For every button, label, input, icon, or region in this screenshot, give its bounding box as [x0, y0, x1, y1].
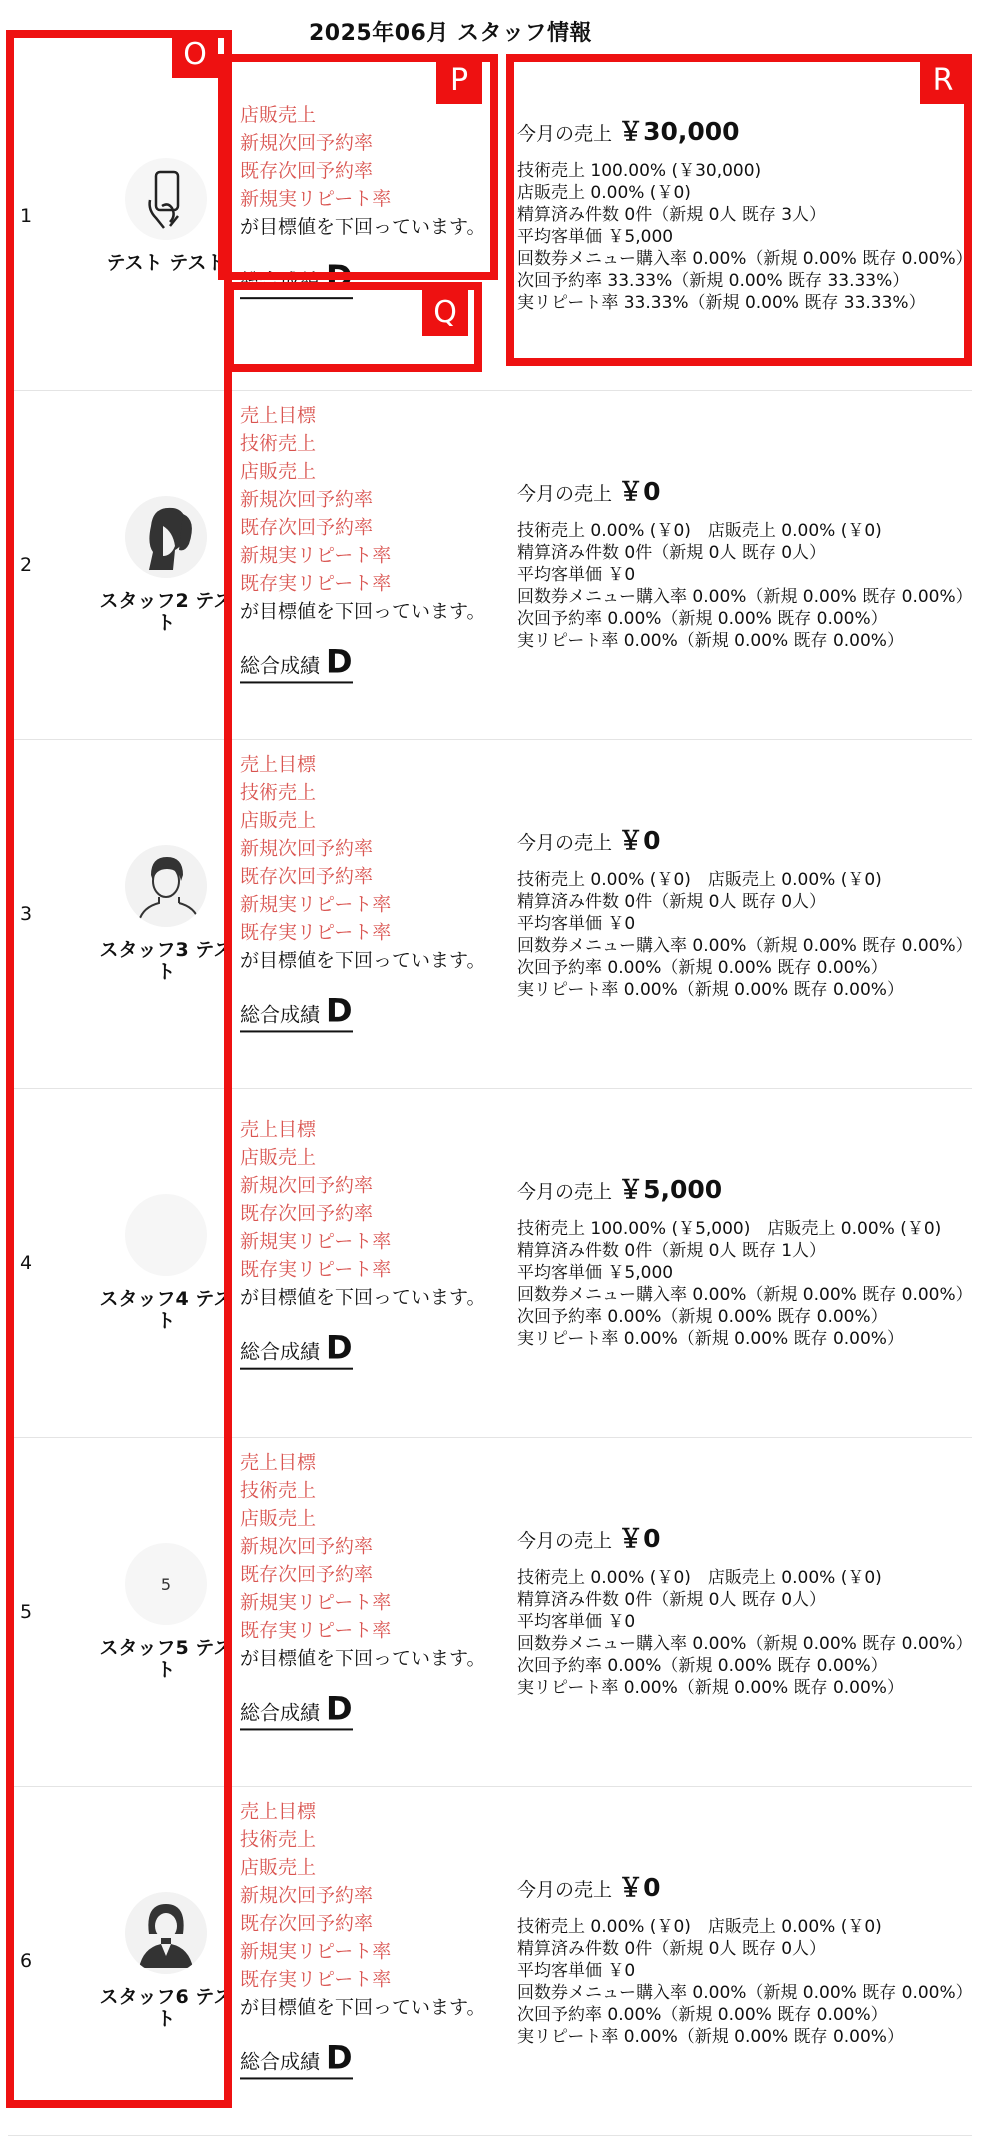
grade-value: D — [326, 991, 353, 1030]
number-avatar-icon[interactable] — [125, 1543, 207, 1625]
sales-value: ￥0 — [618, 1873, 661, 1902]
stat-line: 技術売上 0.00% (￥0) 店販売上 0.00% (￥0) — [517, 1568, 882, 1588]
warning-item: 新規次回予約率 — [240, 1174, 374, 1197]
warning-item: 新規実リピート率 — [240, 1230, 392, 1253]
warning-item: 既存実リピート率 — [240, 1968, 392, 1991]
warning-item: 既存次回予約率 — [240, 865, 374, 888]
stat-line: 実リピート率 0.00%（新規 0.00% 既存 0.00%） — [517, 1329, 904, 1349]
staff-row — [8, 740, 972, 1089]
warning-item: 既存実リピート率 — [240, 572, 392, 595]
warning-item: 売上目標 — [240, 404, 317, 427]
stat-line: 技術売上 0.00% (￥0) 店販売上 0.00% (￥0) — [517, 521, 882, 541]
stats-panel — [517, 118, 977, 314]
staff-cell[interactable] — [96, 1892, 236, 2030]
staff-name[interactable]: スタッフ5 テスト — [99, 1637, 233, 1681]
overall-grade — [240, 1689, 353, 1730]
stat-line: 精算済み件数 0件（新規 0人 既存 1人） — [517, 1241, 827, 1261]
stat-line: 技術売上 0.00% (￥0) 店販売上 0.00% (￥0) — [517, 1917, 882, 1937]
stat-line: 平均客単価 ￥0 — [517, 1961, 636, 1981]
warning-item: 既存実リピート率 — [240, 921, 392, 944]
stat-line: 精算済み件数 0件（新規 0人 既存 0人） — [517, 1590, 827, 1610]
stat-line: 精算済み件数 0件（新規 0人 既存 0人） — [517, 892, 827, 912]
warning-item: 新規次回予約率 — [240, 1884, 374, 1907]
overall-grade — [240, 2038, 353, 2079]
stat-line: 回数券メニュー購入率 0.00%（新規 0.00% 既存 0.00%） — [517, 1285, 973, 1305]
warning-message: が目標値を下回っています。 — [240, 600, 486, 623]
stat-line: 回数券メニュー購入率 0.00%（新規 0.00% 既存 0.00%） — [517, 587, 973, 607]
avatar-text: 5 — [160, 1574, 172, 1594]
stat-line: 実リピート率 0.00%（新規 0.00% 既存 0.00%） — [517, 2027, 904, 2047]
staff-cell[interactable] — [96, 496, 236, 634]
grade-label: 総合成績 — [240, 2049, 320, 2074]
stat-line: 店販売上 0.00% (￥0) — [517, 183, 691, 203]
grade-value: D — [326, 258, 353, 297]
stat-line: 回数券メニュー購入率 0.00%（新規 0.00% 既存 0.00%） — [517, 936, 973, 956]
sales-label: 今月の売上 — [517, 832, 613, 854]
warning-message: が目標値を下回っています。 — [240, 1286, 486, 1309]
warning-item: 既存実リピート率 — [240, 1258, 392, 1281]
warning-list — [240, 750, 500, 1032]
stat-line: 次回予約率 33.33%（新規 0.00% 既存 33.33%） — [517, 271, 910, 291]
warning-item: 店販売上 — [240, 1856, 317, 1879]
stat-line: 技術売上 100.00% (￥5,000) 店販売上 0.00% (￥0) — [517, 1219, 942, 1239]
row-number: 4 — [20, 1252, 33, 1274]
stat-line: 次回予約率 0.00%（新規 0.00% 既存 0.00%） — [517, 1307, 888, 1327]
warning-list — [240, 1116, 500, 1370]
stat-lines — [517, 869, 977, 1001]
grade-label: 総合成績 — [240, 269, 320, 294]
warning-item: 技術売上 — [240, 781, 317, 804]
sales-label: 今月の売上 — [517, 483, 613, 505]
warning-item: 店販売上 — [240, 104, 317, 127]
sales-value: ￥0 — [618, 826, 661, 855]
monthly-sales — [517, 1874, 977, 1904]
staff-row — [8, 391, 972, 740]
highlight-tag-q: Q — [422, 288, 468, 336]
monthly-sales — [517, 827, 977, 857]
stat-line: 平均客単価 ￥5,000 — [517, 1263, 674, 1283]
staff-name[interactable]: スタッフ4 テスト — [99, 1288, 233, 1332]
warning-item: 既存次回予約率 — [240, 160, 374, 183]
warning-item: 新規次回予約率 — [240, 837, 374, 860]
smartphone-hand-icon[interactable] — [125, 158, 207, 240]
warning-list — [240, 101, 500, 299]
overall-grade — [240, 991, 353, 1032]
stat-line: 次回予約率 0.00%（新規 0.00% 既存 0.00%） — [517, 609, 888, 629]
warning-item: 既存次回予約率 — [240, 1563, 374, 1586]
staff-cell[interactable] — [96, 1543, 236, 1681]
stat-line: 精算済み件数 0件（新規 0人 既存 3人） — [517, 205, 827, 225]
row-number: 1 — [20, 205, 33, 227]
staff-row — [8, 42, 972, 391]
monthly-sales — [517, 478, 977, 508]
highlight-tag-o: O — [172, 30, 218, 78]
stat-lines — [517, 1567, 977, 1699]
stat-line: 技術売上 100.00% (￥30,000) — [517, 161, 762, 181]
staff-row — [8, 1787, 972, 2136]
warning-message: が目標値を下回っています。 — [240, 1647, 486, 1670]
warning-item: 店販売上 — [240, 1146, 317, 1169]
sales-label: 今月の売上 — [517, 1181, 613, 1203]
warning-item: 売上目標 — [240, 1800, 317, 1823]
sales-value: ￥0 — [618, 477, 661, 506]
grade-value: D — [326, 1328, 353, 1367]
sales-label: 今月の売上 — [517, 1530, 613, 1552]
stat-lines — [517, 1916, 977, 2048]
stat-line: 技術売上 0.00% (￥0) 店販売上 0.00% (￥0) — [517, 870, 882, 890]
grade-value: D — [326, 1689, 353, 1728]
warning-list — [240, 401, 500, 683]
stat-line: 精算済み件数 0件（新規 0人 既存 0人） — [517, 543, 827, 563]
staff-name[interactable]: テスト テスト — [106, 252, 226, 274]
warning-item: 新規次回予約率 — [240, 132, 374, 155]
stat-lines — [517, 1218, 977, 1350]
warning-message: が目標値を下回っています。 — [240, 949, 486, 972]
warning-item: 売上目標 — [240, 753, 317, 776]
grade-label: 総合成績 — [240, 1339, 320, 1364]
stats-panel — [517, 1874, 977, 2048]
stat-line: 実リピート率 0.00%（新規 0.00% 既存 0.00%） — [517, 980, 904, 1000]
staff-row — [8, 1089, 972, 1438]
sales-value: ￥0 — [618, 1524, 661, 1553]
warning-item: 売上目標 — [240, 1451, 317, 1474]
warning-item: 既存次回予約率 — [240, 1912, 374, 1935]
staff-table — [8, 42, 972, 2136]
warning-item: 技術売上 — [240, 1828, 317, 1851]
grade-label: 総合成績 — [240, 1002, 320, 1027]
monthly-sales — [517, 1525, 977, 1555]
stat-line: 実リピート率 33.33%（新規 0.00% 既存 33.33%） — [517, 293, 926, 313]
warning-item: 新規実リピート率 — [240, 893, 392, 916]
warning-item: 新規実リピート率 — [240, 1940, 392, 1963]
stat-line: 次回予約率 0.00%（新規 0.00% 既存 0.00%） — [517, 1656, 888, 1676]
grade-value: D — [326, 2038, 353, 2077]
grade-label: 総合成績 — [240, 1700, 320, 1725]
sales-label: 今月の売上 — [517, 1879, 613, 1901]
overall-grade — [240, 258, 353, 299]
stats-panel — [517, 1525, 977, 1699]
stat-line: 精算済み件数 0件（新規 0人 既存 0人） — [517, 1939, 827, 1959]
stat-lines — [517, 160, 977, 314]
staff-name[interactable]: スタッフ2 テスト — [99, 590, 233, 634]
grade-label: 総合成績 — [240, 653, 320, 678]
row-number: 3 — [20, 903, 33, 925]
highlight-tag-r: R — [920, 56, 966, 104]
stat-line: 回数券メニュー購入率 0.00%（新規 0.00% 既存 0.00%） — [517, 249, 973, 269]
sales-value: ￥5,000 — [618, 1175, 723, 1204]
warning-message: が目標値を下回っています。 — [240, 216, 486, 239]
warning-item: 新規次回予約率 — [240, 1535, 374, 1558]
warning-item: 新規次回予約率 — [240, 488, 374, 511]
warning-item: 技術売上 — [240, 1479, 317, 1502]
page-title-text: 2025年06月 スタッフ情報 — [308, 21, 592, 46]
stat-lines — [517, 520, 977, 652]
row-number: 6 — [20, 1950, 33, 1972]
warning-item: 既存次回予約率 — [240, 516, 374, 539]
staff-cell[interactable] — [96, 845, 236, 983]
stat-line: 回数券メニュー購入率 0.00%（新規 0.00% 既存 0.00%） — [517, 1634, 973, 1654]
warning-message: が目標値を下回っています。 — [240, 1996, 486, 2019]
warning-item: 店販売上 — [240, 1507, 317, 1530]
stat-line: 実リピート率 0.00%（新規 0.00% 既存 0.00%） — [517, 631, 904, 651]
sales-label: 今月の売上 — [517, 123, 613, 145]
warning-item: 新規実リピート率 — [240, 544, 392, 567]
staff-row — [8, 1438, 972, 1787]
stat-line: 次回予約率 0.00%（新規 0.00% 既存 0.00%） — [517, 958, 888, 978]
woman-ponytail-icon[interactable] — [125, 496, 207, 578]
stat-line: 実リピート率 0.00%（新規 0.00% 既存 0.00%） — [517, 1678, 904, 1698]
grade-value: D — [326, 642, 353, 681]
warning-item: 新規実リピート率 — [240, 1591, 392, 1614]
overall-grade — [240, 1328, 353, 1370]
woman-suit-icon[interactable] — [125, 1892, 207, 1974]
row-number: 2 — [20, 554, 33, 576]
man-short-hair-icon[interactable] — [125, 845, 207, 927]
staff-cell[interactable] — [96, 1194, 236, 1332]
warning-list — [240, 1797, 500, 2079]
stats-panel — [517, 827, 977, 1001]
warning-item: 売上目標 — [240, 1118, 317, 1141]
staff-name[interactable]: スタッフ6 テスト — [99, 1986, 233, 2030]
staff-name[interactable]: スタッフ3 テスト — [99, 939, 233, 983]
stats-panel — [517, 478, 977, 652]
warning-item: 店販売上 — [240, 809, 317, 832]
stat-line: 平均客単価 ￥5,000 — [517, 227, 674, 247]
warning-item: 技術売上 — [240, 432, 317, 455]
stat-line: 次回予約率 0.00%（新規 0.00% 既存 0.00%） — [517, 2005, 888, 2025]
overall-grade — [240, 642, 353, 683]
stat-line: 平均客単価 ￥0 — [517, 1612, 636, 1632]
stat-line: 平均客単価 ￥0 — [517, 914, 636, 934]
warning-item: 既存次回予約率 — [240, 1202, 374, 1225]
warning-item: 新規実リピート率 — [240, 188, 392, 211]
warning-list — [240, 1448, 500, 1730]
monthly-sales — [517, 1176, 977, 1206]
blank-avatar-icon[interactable] — [125, 1194, 207, 1276]
sales-value: ￥30,000 — [618, 117, 740, 146]
row-number: 5 — [20, 1601, 33, 1623]
stats-panel — [517, 1176, 977, 1350]
warning-item: 既存実リピート率 — [240, 1619, 392, 1642]
highlight-tag-p: P — [436, 56, 482, 104]
stat-line: 回数券メニュー購入率 0.00%（新規 0.00% 既存 0.00%） — [517, 1983, 973, 2003]
staff-cell[interactable] — [96, 158, 236, 274]
stat-line: 平均客単価 ￥0 — [517, 565, 636, 585]
warning-item: 店販売上 — [240, 460, 317, 483]
monthly-sales — [517, 118, 977, 148]
